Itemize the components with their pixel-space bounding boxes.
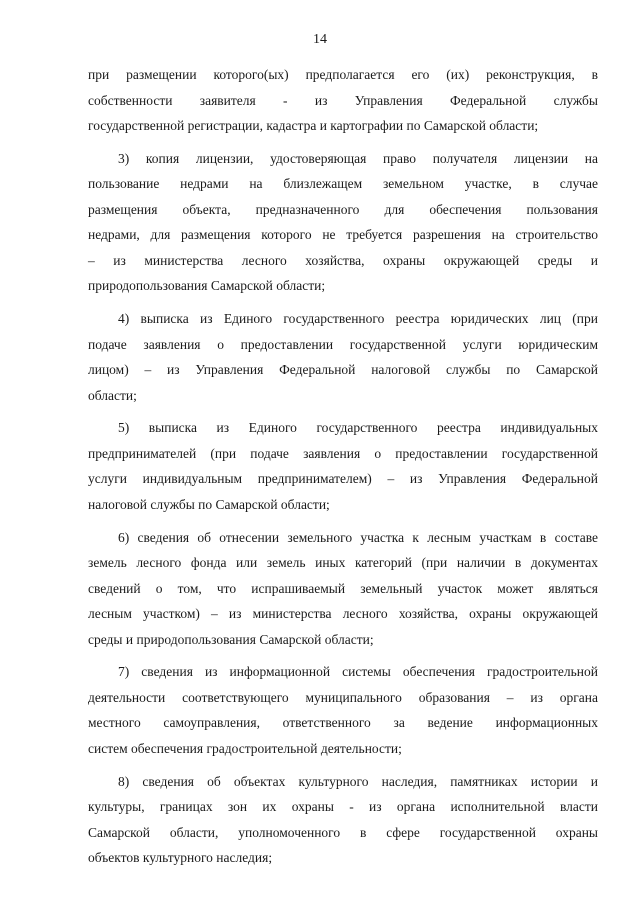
text-line: сведений о том, что испрашиваемый земельный участок может являться (88, 580, 598, 596)
text-line: размещения объекта, предназначенного для обеспечения пользования (88, 201, 598, 217)
text-line: государственной регистрации, кадастра и картографии по Самарской области; (88, 118, 539, 133)
page-number: 14 (313, 32, 327, 47)
paragraph-item-8 (88, 769, 598, 871)
text-line: 5) выписка из Единого государственного реестра индивидуальных (118, 420, 598, 436)
text-line: предпринимателей (при подаче заявления о предоставлении государственной (88, 445, 598, 461)
document-body (88, 62, 598, 878)
text-line: 8) сведения об объектах культурного наследия, памятниках истории и (118, 773, 598, 789)
text-line: деятельности соответствующего муниципального образования – из органа (88, 689, 598, 705)
paragraph-continuation (88, 62, 598, 139)
text-line: 3) копия лицензии, удостоверяющая право получателя лицензии на (118, 150, 598, 166)
text-line: налоговой службы по Самарской области; (88, 496, 330, 512)
text-line: культуры, границах зон их охраны - из органа исполнительной власти (88, 799, 598, 815)
text-line: недрами, для размещения которого не требуется разрешения на строительство (88, 227, 598, 243)
text-line: 7) сведения из информационной системы обеспечения градостроительной (118, 664, 598, 680)
paragraph-item-3 (88, 146, 598, 299)
text-line: местного самоуправления, ответственного за ведение информационных (88, 715, 598, 731)
text-line: области; (88, 387, 137, 403)
text-line: лесным участком) – из министерства лесного хозяйства, охраны окружающей (88, 606, 598, 622)
text-line: объектов культурного наследия; (88, 850, 273, 866)
paragraph-item-4 (88, 306, 598, 408)
text-line: – из министерства лесного хозяйства, охраны окружающей среды и (88, 252, 598, 268)
text-line: природопользования Самарской области; (88, 278, 326, 294)
text-line: 6) сведения об отнесении земельного участка к лесным участкам в составе (118, 529, 598, 545)
text-line: систем обеспечения градостроительной деятельности; (88, 740, 402, 756)
text-line: услуги индивидуальным предпринимателем) – из Управления Федеральной (88, 471, 598, 487)
paragraph-item-7 (88, 659, 598, 761)
text-line: лицом) – из Управления Федеральной налоговой службы по Самарской (88, 362, 598, 378)
text-line: подаче заявления о предоставлении государственной услуги юридическим (88, 336, 598, 352)
text-line: Самарской области, уполномоченного в сфере государственной охраны (88, 824, 598, 840)
text-line: 4) выписка из Единого государственного реестра юридических лиц (при (118, 311, 598, 327)
paragraph-item-5 (88, 415, 598, 517)
text-line: земель лесного фонда или земель иных категорий (при наличии в документах (88, 555, 598, 571)
text-line: при размещении которого(ых) предполагается его (их) реконструкция, в (88, 67, 598, 82)
paragraph-item-6 (88, 525, 598, 653)
text-line: среды и природопользования Самарской области; (88, 631, 374, 647)
text-line: пользование недрами на близлежащем земельном участке, в случае (88, 176, 598, 192)
text-line: собственности заявителя - из Управления Федеральной службы (88, 92, 598, 108)
